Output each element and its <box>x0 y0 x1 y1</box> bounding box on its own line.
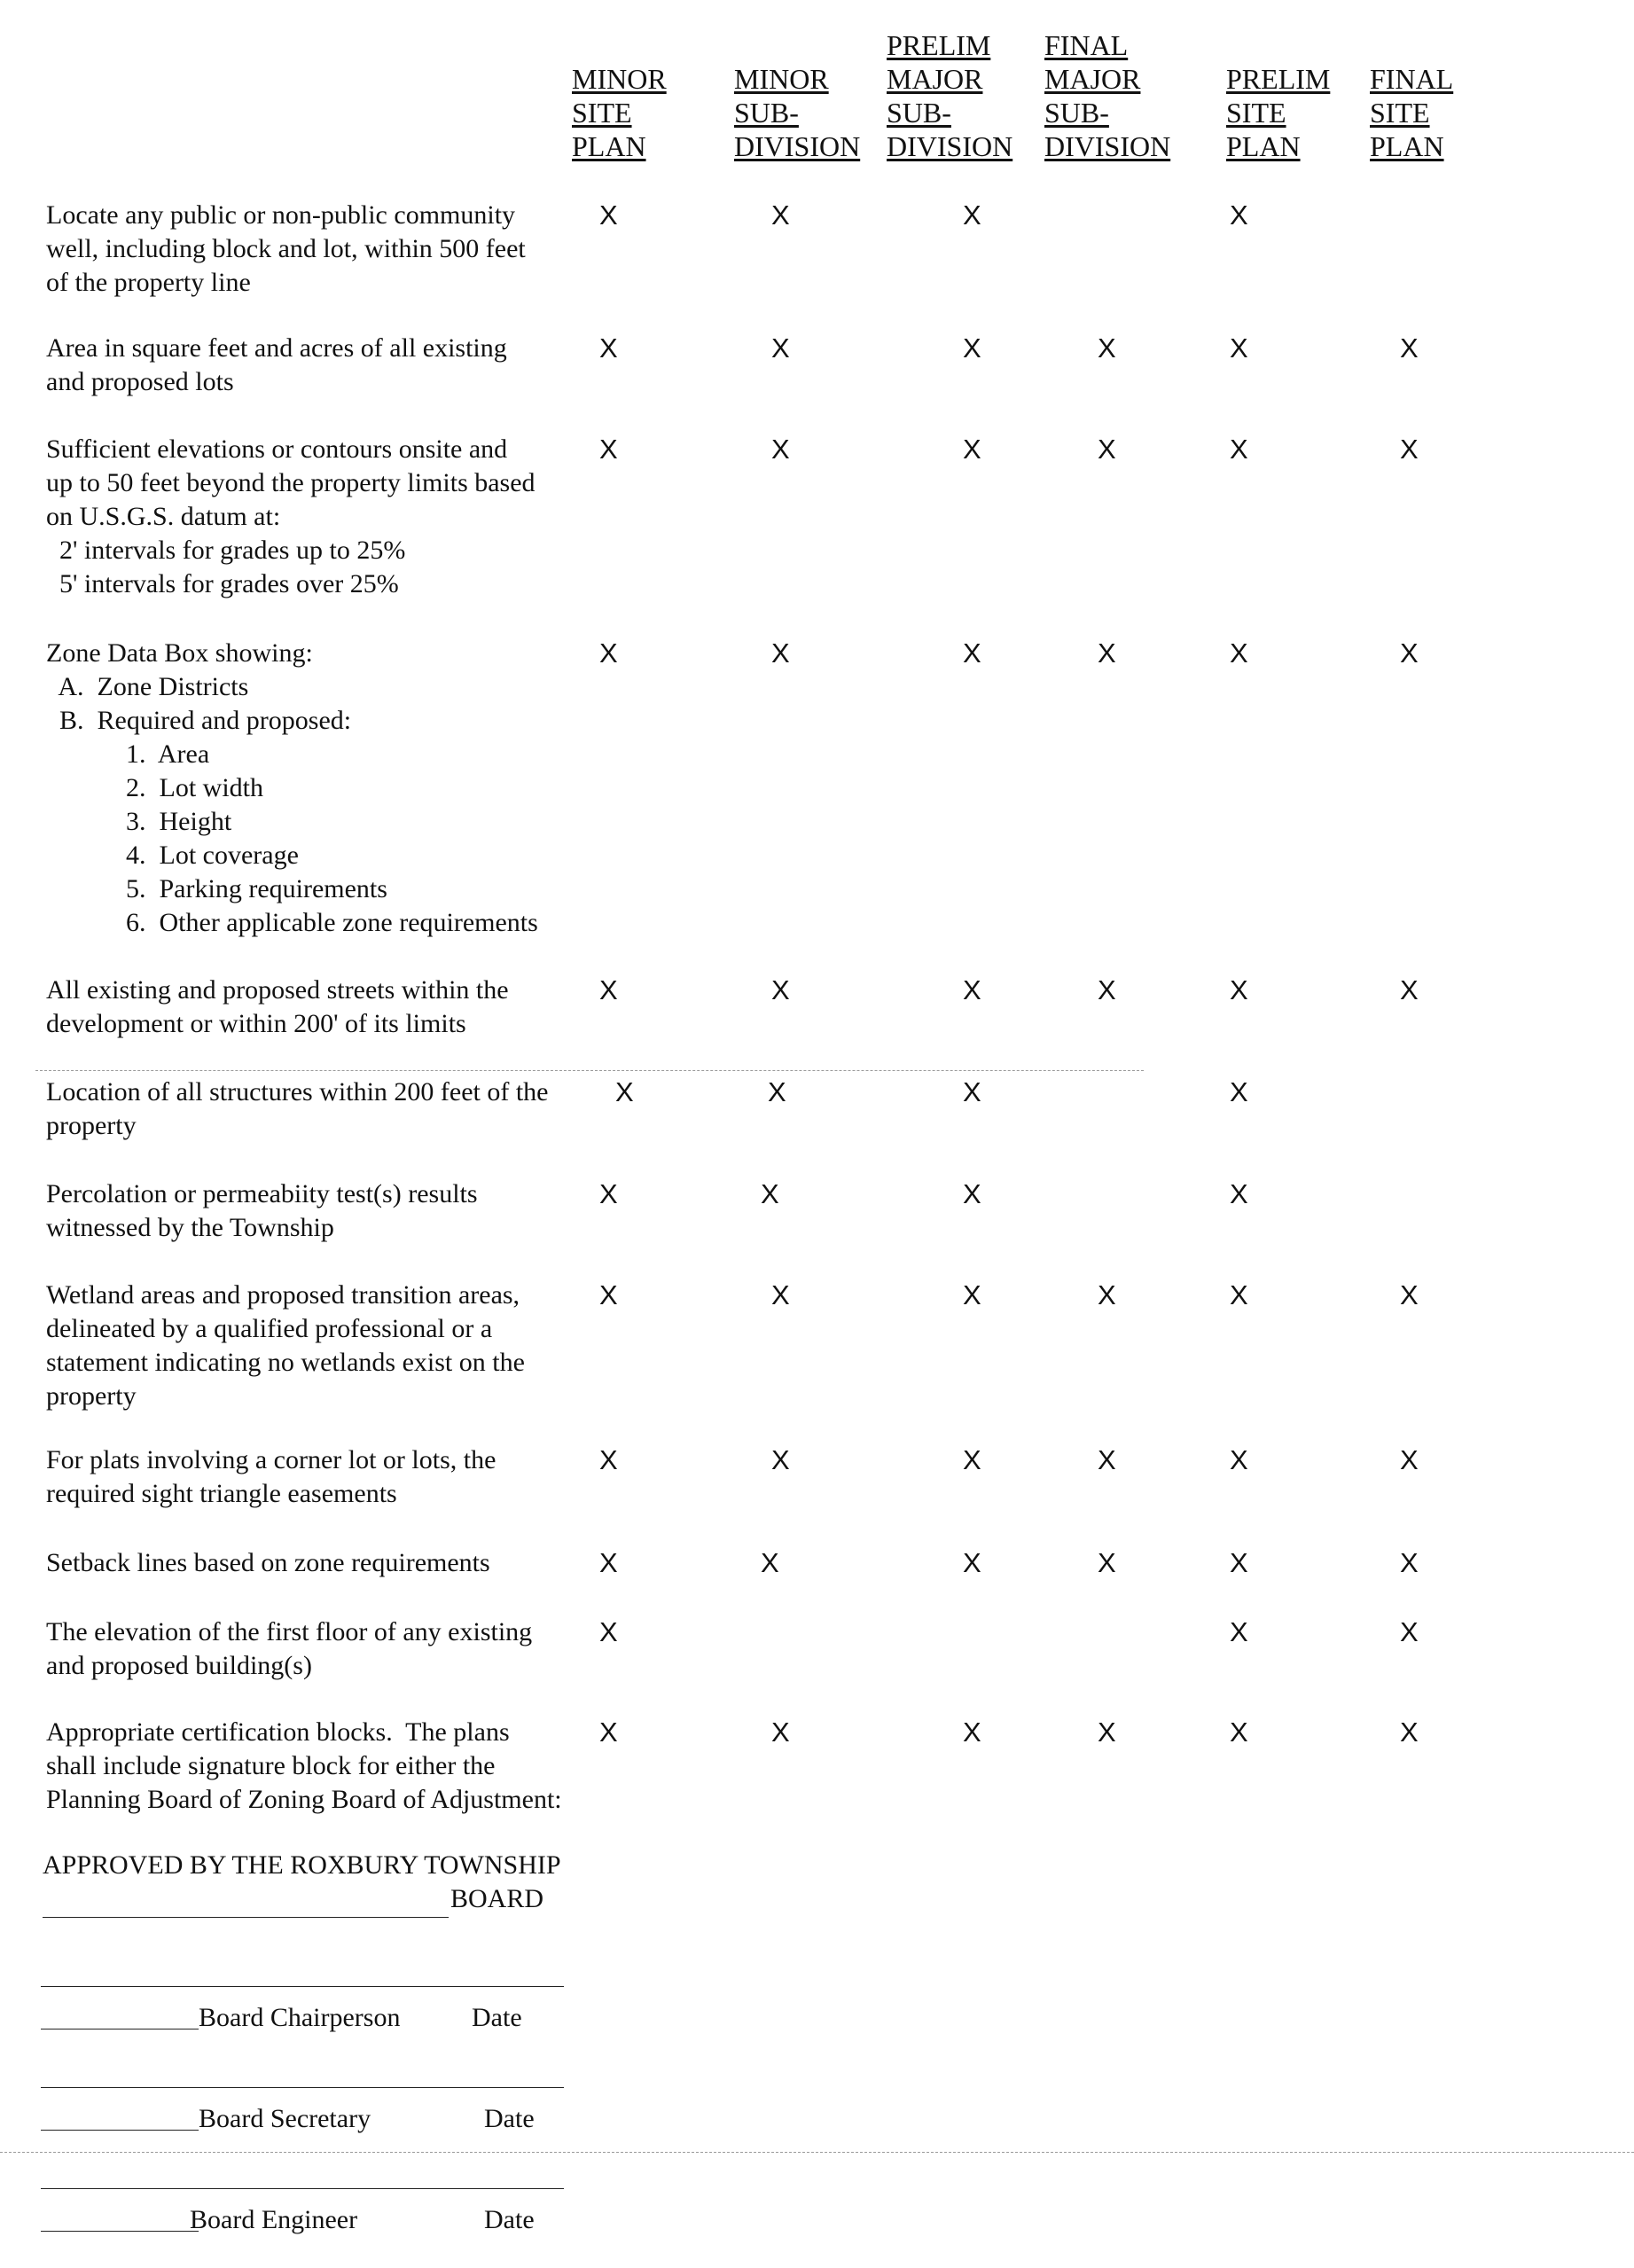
requirement-line: Zone Data Box showing: <box>46 638 313 668</box>
applies-mark-final-site-plan: X <box>1400 1717 1419 1748</box>
requirement-line: 3. Height <box>46 807 232 836</box>
applies-mark-prelim-major-subdivision: X <box>963 1717 981 1748</box>
applies-mark-minor-site-plan: X <box>599 1717 618 1748</box>
applies-mark-final-site-plan: X <box>1400 637 1419 669</box>
column-header-line: PLAN <box>1226 130 1301 162</box>
column-header-line: PRELIM <box>1226 63 1331 95</box>
column-header-line: PLAN <box>1370 130 1444 162</box>
requirement-line: 2. Lot width <box>46 773 263 802</box>
requirement-line: development or within 200' of its limits <box>46 1009 466 1038</box>
column-header-final-site-plan <box>1370 0 1529 168</box>
requirement-line: The elevation of the first floor of any existing <box>46 1617 533 1646</box>
requirement-description <box>46 1716 562 1817</box>
applies-mark-prelim-site-plan: X <box>1230 332 1248 364</box>
approval-heading: APPROVED BY THE ROXBURY TOWNSHIP <box>43 1850 561 1880</box>
applies-mark-minor-site-plan: X <box>599 637 618 669</box>
column-header-line: SUB- <box>887 97 951 129</box>
applies-mark-prelim-site-plan: X <box>1230 974 1248 1005</box>
requirement-line: and proposed lots <box>46 367 234 396</box>
applies-mark-prelim-site-plan: X <box>1230 199 1248 231</box>
requirement-line: 5. Parking requirements <box>46 874 387 903</box>
requirement-line: Planning Board of Zoning Board of Adjustment: <box>46 1785 562 1814</box>
requirement-line: statement indicating no wetlands exist on the <box>46 1348 525 1377</box>
signature-line <box>41 2188 564 2189</box>
applies-mark-prelim-major-subdivision: X <box>963 199 981 231</box>
signature-date-label: Date <box>472 2003 522 2032</box>
applies-mark-minor-site-plan: X <box>599 1616 618 1647</box>
applies-mark-minor-site-plan: X <box>599 332 618 364</box>
applies-mark-minor-subdivision: X <box>771 434 790 465</box>
applies-mark-minor-subdivision: X <box>771 1279 790 1310</box>
board-name-blank <box>43 1917 449 1918</box>
requirement-description <box>46 974 509 1041</box>
requirement-line: on U.S.G.S. datum at: <box>46 502 281 531</box>
requirement-line: B. Required and proposed: <box>46 706 352 735</box>
applies-mark-minor-subdivision: X <box>771 332 790 364</box>
applies-mark-minor-site-plan: X <box>599 974 618 1005</box>
requirement-description <box>46 637 538 940</box>
requirement-line: Area in square feet and acres of all existing <box>46 333 507 363</box>
requirement-line: shall include signature block for either the <box>46 1751 496 1780</box>
requirement-line: Wetland areas and proposed transition areas, <box>46 1280 520 1310</box>
applies-mark-prelim-major-subdivision: X <box>963 974 981 1005</box>
requirement-line: of the property line <box>46 268 251 297</box>
requirement-line: For plats involving a corner lot or lots, the <box>46 1445 496 1474</box>
applies-mark-minor-site-plan: X <box>599 434 618 465</box>
column-header-final-major-subdivision <box>1044 0 1204 168</box>
column-header-line: MAJOR <box>1044 63 1141 95</box>
signature-date-label: Date <box>484 2205 535 2234</box>
applies-mark-final-major-subdivision: X <box>1098 974 1116 1005</box>
requirement-description <box>46 1075 549 1143</box>
requirement-line: All existing and proposed streets within the <box>46 975 509 1005</box>
column-header-line: FINAL <box>1044 29 1129 61</box>
applies-mark-prelim-site-plan: X <box>1230 1076 1248 1107</box>
requirement-line: 4. Lot coverage <box>46 841 299 870</box>
requirement-line: and proposed building(s) <box>46 1651 312 1680</box>
column-header-line: SUB- <box>1044 97 1109 129</box>
applies-mark-prelim-site-plan: X <box>1230 1547 1248 1578</box>
applies-mark-minor-site-plan: X <box>599 1547 618 1578</box>
applies-mark-prelim-site-plan: X <box>1230 434 1248 465</box>
requirement-line: Percolation or permeabiity test(s) results <box>46 1179 478 1208</box>
column-header-line: MAJOR <box>887 63 983 95</box>
applies-mark-prelim-major-subdivision: X <box>963 332 981 364</box>
name-blank-line <box>41 2130 199 2131</box>
applies-mark-minor-subdivision: X <box>771 1444 790 1475</box>
applies-mark-prelim-site-plan: X <box>1230 1178 1248 1209</box>
applies-mark-prelim-site-plan: X <box>1230 1616 1248 1647</box>
applies-mark-final-major-subdivision: X <box>1098 637 1116 669</box>
column-header-minor-subdivision <box>734 0 894 168</box>
requirement-line: Setback lines based on zone requirements <box>46 1548 490 1577</box>
applies-mark-final-major-subdivision: X <box>1098 1717 1116 1748</box>
column-header-line: SUB- <box>734 97 799 129</box>
signature-role-label: Board Chairperson <box>199 2003 401 2032</box>
requirement-description <box>46 433 536 601</box>
requirement-line: well, including block and lot, within 500 feet <box>46 234 526 263</box>
applies-mark-final-site-plan: X <box>1400 434 1419 465</box>
applies-mark-final-site-plan: X <box>1400 1547 1419 1578</box>
applies-mark-prelim-site-plan: X <box>1230 1444 1248 1475</box>
applies-mark-prelim-major-subdivision: X <box>963 434 981 465</box>
applies-mark-minor-site-plan: X <box>615 1076 634 1107</box>
applies-mark-minor-subdivision: X <box>771 199 790 231</box>
column-header-line: MINOR <box>734 63 829 95</box>
requirement-description <box>46 1546 490 1580</box>
applies-mark-minor-site-plan: X <box>599 1444 618 1475</box>
applies-mark-final-site-plan: X <box>1400 332 1419 364</box>
column-header-minor-site-plan <box>572 0 731 168</box>
applies-mark-prelim-major-subdivision: X <box>963 1178 981 1209</box>
column-header-line: DIVISION <box>1044 130 1171 162</box>
column-header-line: FINAL <box>1370 63 1454 95</box>
applies-mark-final-major-subdivision: X <box>1098 1279 1116 1310</box>
column-header-line: MINOR <box>572 63 667 95</box>
applies-mark-prelim-site-plan: X <box>1230 1717 1248 1748</box>
applies-mark-prelim-major-subdivision: X <box>963 1076 981 1107</box>
signature-role-label: Board Secretary <box>199 2104 371 2133</box>
requirement-line: A. Zone Districts <box>46 672 249 701</box>
requirement-line: Locate any public or non-public community <box>46 200 516 230</box>
requirement-line: Location of all structures within 200 feet of the <box>46 1077 549 1107</box>
requirement-line: up to 50 feet beyond the property limits based <box>46 468 536 497</box>
applies-mark-prelim-major-subdivision: X <box>963 1444 981 1475</box>
page-divider-line <box>0 2152 1634 2153</box>
requirement-line: 2' intervals for grades up to 25% <box>46 536 406 565</box>
applies-mark-final-major-subdivision: X <box>1098 332 1116 364</box>
requirement-line: witnessed by the Township <box>46 1213 334 1242</box>
applies-mark-minor-site-plan: X <box>599 199 618 231</box>
column-header-prelim-site-plan <box>1226 0 1386 168</box>
applies-mark-minor-subdivision: X <box>768 1076 786 1107</box>
column-header-line: DIVISION <box>734 130 861 162</box>
requirement-line: property <box>46 1381 137 1411</box>
signature-date-label: Date <box>484 2104 535 2133</box>
applies-mark-minor-subdivision: X <box>771 1717 790 1748</box>
requirement-description <box>46 1615 532 1683</box>
applies-mark-minor-subdivision: X <box>761 1547 779 1578</box>
applies-mark-minor-subdivision: X <box>761 1178 779 1209</box>
column-header-line: PLAN <box>572 130 646 162</box>
applies-mark-final-major-subdivision: X <box>1098 434 1116 465</box>
applies-mark-minor-subdivision: X <box>771 974 790 1005</box>
requirement-line: Appropriate certification blocks. The plans <box>46 1717 510 1747</box>
applies-mark-final-site-plan: X <box>1400 1444 1419 1475</box>
column-header-line: SITE <box>1226 97 1286 129</box>
requirement-line: 1. Area <box>46 739 210 769</box>
requirement-description <box>46 1279 525 1413</box>
applies-mark-minor-site-plan: X <box>599 1178 618 1209</box>
signature-line <box>41 1986 564 1987</box>
applies-mark-prelim-site-plan: X <box>1230 1279 1248 1310</box>
requirement-line: 6. Other applicable zone requirements <box>46 908 538 937</box>
name-blank-line <box>41 2231 199 2232</box>
applies-mark-prelim-major-subdivision: X <box>963 637 981 669</box>
requirement-line: property <box>46 1111 137 1140</box>
applies-mark-prelim-major-subdivision: X <box>963 1547 981 1578</box>
applies-mark-prelim-site-plan: X <box>1230 637 1248 669</box>
column-header-line: PRELIM <box>887 29 991 61</box>
applies-mark-prelim-major-subdivision: X <box>963 1279 981 1310</box>
applies-mark-minor-subdivision: X <box>771 637 790 669</box>
divider-line <box>35 1070 1144 1071</box>
applies-mark-final-major-subdivision: X <box>1098 1444 1116 1475</box>
requirement-description <box>46 1177 478 1245</box>
column-header-line: SITE <box>572 97 632 129</box>
requirement-line: delineated by a qualified professional or a <box>46 1314 493 1343</box>
column-header-line: SITE <box>1370 97 1430 129</box>
requirement-line: 5' intervals for grades over 25% <box>46 569 399 598</box>
signature-line <box>41 2087 564 2088</box>
signature-role-label: Board Engineer <box>190 2205 358 2234</box>
column-header-line: DIVISION <box>887 130 1013 162</box>
applies-mark-final-site-plan: X <box>1400 1279 1419 1310</box>
applies-mark-final-major-subdivision: X <box>1098 1547 1116 1578</box>
applies-mark-final-site-plan: X <box>1400 1616 1419 1647</box>
requirement-description <box>46 199 526 300</box>
approval-board-suffix: BOARD <box>450 1884 544 1913</box>
requirement-description <box>46 332 507 399</box>
column-header-prelim-major-subdivision <box>887 0 1046 168</box>
applies-mark-minor-site-plan: X <box>599 1279 618 1310</box>
requirement-line: Sufficient elevations or contours onsite and <box>46 434 508 464</box>
applies-mark-final-site-plan: X <box>1400 974 1419 1005</box>
requirement-line: required sight triangle easements <box>46 1479 397 1508</box>
requirement-description <box>46 1443 496 1511</box>
